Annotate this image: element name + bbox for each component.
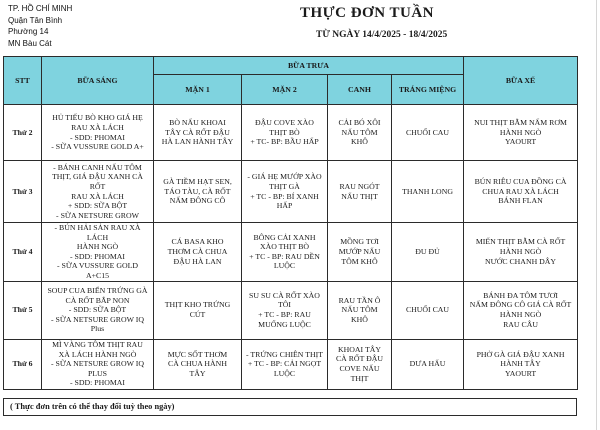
breakfast-cell <box>42 281 154 339</box>
cell-line: + TC - BP: BÍ XANH <box>250 191 319 201</box>
cell-line: NẤU TÔM <box>341 305 378 315</box>
cell-line: + SDD: SỮA BỘT <box>67 201 128 211</box>
cell-line: HẤP <box>276 201 293 211</box>
dessert-cell <box>392 281 464 339</box>
table-row <box>4 281 578 339</box>
cell-line: KHÔ <box>351 314 368 324</box>
cell-line: LUỘC <box>273 261 296 271</box>
cell-line: BÔNG CẢI XANH <box>253 232 316 242</box>
org-ward: Phường 14 <box>8 27 49 36</box>
organization-header <box>8 3 72 49</box>
cell-line: KHOAI TÂY <box>338 344 381 354</box>
cell-line: A+C15 <box>85 270 110 280</box>
cell-line: - BÁNH CANH NẤU TÔM <box>53 162 142 172</box>
cell-line: MỰC SỐT THƠM <box>167 349 228 359</box>
header-row-top <box>4 57 578 75</box>
cell-line: NUI THỊT BẰM NẤM RƠM <box>474 118 567 128</box>
cell-line: TÁO TÀU, CÀ RỐT <box>164 186 231 196</box>
cell-line: + TC - BP: RAU <box>258 310 311 320</box>
cell-line: ĐẬU HÀ LAN <box>173 256 222 266</box>
cell-line: NẤM ĐÔNG CÔ GIÁ CÀ RỐT <box>469 300 572 310</box>
canh-cell <box>328 105 392 161</box>
cell-line: LÁCH <box>86 232 109 242</box>
cell-line: CÚT <box>189 310 206 320</box>
cell-line: CÀ CHUA HÀNH <box>168 359 227 369</box>
cell-line: - SDD: SỮA BỘT <box>68 305 127 315</box>
cell-line: COVE NẤU <box>339 364 380 374</box>
cell-line: - SỮA NETSURE GROW IQ <box>51 314 144 324</box>
cell-line: YAOURT <box>504 368 537 378</box>
cell-line: CHUỐI CAU <box>405 305 450 315</box>
cell-line: XÀO THỊT BÒ <box>259 242 310 252</box>
header-canh: CANH <box>328 75 392 105</box>
cell-line: MIẾN THỊT BẰM CÀ RỐT <box>475 237 566 247</box>
cell-line: CÀ RỐT ĐẬU <box>335 354 384 364</box>
menu-note: ( Thực đơn trên có thể thay đổi tuỳ theo ngày) <box>3 398 577 416</box>
header-man1: MẶN 1 <box>154 75 242 105</box>
cell-line: - SỮA VUSSURE GOLD A+ <box>51 142 144 152</box>
cell-line: RAU TẦN Ô <box>338 295 381 305</box>
cell-line: - SDD: PHOMAI <box>69 378 126 388</box>
cell-line: NẤM ĐÔNG CÔ <box>169 196 226 206</box>
cell-line: PHỞ GÀ GIÁ ĐẬU XANH <box>476 349 565 359</box>
header-dessert: TRÁNG MIỆNG <box>392 75 464 105</box>
cell-line: RAU CÂU <box>503 319 538 329</box>
snack-cell <box>464 223 578 282</box>
day-cell: Thứ 5 <box>4 281 42 339</box>
cell-line: HÀNH TÂY <box>500 359 541 369</box>
day-cell: Thứ 4 <box>4 223 42 282</box>
cell-line: BÚN RIÊU CUA ĐỒNG CÀ <box>474 177 567 187</box>
snack-cell <box>464 281 578 339</box>
day-cell: Thứ 3 <box>4 161 42 223</box>
cell-line: XÀ LÁCH HÀNH NGÒ <box>58 349 137 359</box>
header-man2: MẶN 2 <box>242 75 328 105</box>
org-city: TP. HỒ CHÍ MINH <box>8 4 73 13</box>
cell-line: THỊT KHO TRỨNG <box>164 300 231 310</box>
cell-line: CÀ RỐT BẮP NON <box>65 295 130 305</box>
header-stt: STT <box>4 57 42 105</box>
cell-line: - SDD: PHOMAI <box>69 132 126 142</box>
man1-cell <box>154 161 242 223</box>
cell-line: CÁ BASA KHO <box>171 237 224 247</box>
cell-line: HÀ LAN HÀNH TÂY <box>161 137 234 147</box>
cell-line: - SỮA NETSURE GROW <box>56 210 139 220</box>
cell-line: Plus <box>90 324 105 334</box>
man2-cell <box>242 105 328 161</box>
cell-line: YAOURT <box>504 137 537 147</box>
man2-cell <box>242 339 328 389</box>
cell-line: THƠM CÀ CHUA <box>167 246 228 256</box>
cell-line: NƯỚC CHANH DÂY <box>485 256 557 266</box>
cell-line: THỊT, GIÁ ĐẬU XANH CÀ <box>51 172 144 182</box>
cell-line: HÀNH NGÒ <box>499 127 542 137</box>
cell-line: HỦ TIẾU BÒ KHO GIÁ HẸ <box>52 113 143 123</box>
man1-cell <box>154 281 242 339</box>
breakfast-cell <box>42 105 154 161</box>
cell-line: - SỮA NETSURE GROW IQ <box>51 359 144 369</box>
menu-body <box>4 105 578 390</box>
man2-cell <box>242 281 328 339</box>
day-cell: Thứ 6 <box>4 339 42 389</box>
canh-cell <box>328 161 392 223</box>
table-row <box>4 161 578 223</box>
table-row <box>4 339 578 389</box>
man2-cell <box>242 161 328 223</box>
cell-line: THỊT <box>350 373 369 383</box>
cell-line: HÀNH NGÒ <box>499 310 542 320</box>
date-range: TỪ NGÀY 14/4/2025 - 18/4/2025 <box>316 30 448 40</box>
cell-line: RAU XÀ LÁCH <box>71 122 124 132</box>
cell-line: RỐT <box>89 181 106 191</box>
man1-cell <box>154 339 242 389</box>
cell-line: BÒ NẤU KHOAI <box>169 118 226 128</box>
cell-line: BÁNH FLAN <box>498 196 543 206</box>
cell-line: RAU XÀ LÁCH <box>71 191 124 201</box>
day-cell: Thứ 2 <box>4 105 42 161</box>
page-title: THỰC ĐƠN TUẦN <box>300 5 435 21</box>
snack-cell <box>464 161 578 223</box>
cell-line: PLUS <box>87 368 108 378</box>
snack-cell <box>464 105 578 161</box>
cell-line: LUỘC <box>273 368 296 378</box>
sheet-gridline <box>596 0 597 430</box>
canh-cell <box>328 281 392 339</box>
header-lunch: BỮA TRƯA <box>154 57 464 75</box>
cell-line: TÂY <box>189 368 206 378</box>
man1-cell <box>154 105 242 161</box>
cell-line: MUỐNG LUỘC <box>258 319 311 329</box>
cell-line: KHÔ <box>351 137 368 147</box>
dessert-cell <box>392 339 464 389</box>
cell-line: THỊT GÀ <box>269 181 300 191</box>
man2-cell <box>242 223 328 282</box>
cell-line: CHUA RAU XÀ LÁCH <box>482 186 559 196</box>
cell-line: NẤU TÔM <box>341 127 378 137</box>
cell-line: - SDD: PHOMAI <box>69 251 126 261</box>
cell-line: MƯỚP NẤU <box>338 246 381 256</box>
weekly-menu-table <box>3 56 578 390</box>
snack-cell <box>464 339 578 389</box>
cell-line: HÀNH NGÒ <box>499 246 542 256</box>
org-district: Quận Tân Bình <box>8 15 63 25</box>
cell-line: ĐẬU COVE XÀO <box>255 118 314 128</box>
cell-line: HÀNH NGÒ <box>76 242 119 252</box>
header-breakfast: BỮA SÁNG <box>42 57 154 105</box>
cell-line: DƯA HẤU <box>409 359 446 369</box>
header-snack: BỮA XẾ <box>464 57 578 105</box>
cell-line: - BÚN HẢI SẢN RAU XÀ <box>54 223 141 232</box>
canh-cell <box>328 223 392 282</box>
cell-line: TÔM KHÔ <box>341 256 378 266</box>
cell-line: NẤU THỊT <box>341 191 378 201</box>
cell-line: - SỮA VUSSURE GOLD <box>56 261 139 271</box>
man1-cell <box>154 223 242 282</box>
org-school: MN Bàu Cát <box>8 38 52 48</box>
dessert-cell <box>392 223 464 282</box>
cell-line: + TC - BP: CẢI NGỌT <box>247 359 322 369</box>
cell-line: RAU NGÓT <box>339 181 380 191</box>
cell-line: MÌ VÀNG TÔM THỊT RAU <box>52 340 143 350</box>
breakfast-cell <box>42 223 154 282</box>
cell-line: TÔI <box>278 300 291 310</box>
cell-line: ĐU ĐỦ <box>415 246 440 256</box>
canh-cell <box>328 339 392 389</box>
breakfast-cell <box>42 161 154 223</box>
cell-line: SU SU CÀ RỐT XÀO <box>249 290 320 300</box>
cell-line: CẢI BÓ XÔI <box>338 118 381 128</box>
table-row <box>4 105 578 161</box>
cell-line: + TC- BP: BẦU HẤP <box>250 137 319 147</box>
cell-line: GÀ TIỀM HẠT SEN, <box>163 177 232 187</box>
cell-line: + TC - BP: RAU DỀN <box>249 251 320 261</box>
cell-line: BÁNH ĐA TÔM TƯƠI <box>483 290 558 300</box>
cell-line: TÂY CÀ RỐT ĐẬU <box>165 127 230 137</box>
dessert-cell <box>392 105 464 161</box>
cell-line: SOUP CUA BIỂN TRỨNG GÀ <box>47 286 148 296</box>
dessert-cell <box>392 161 464 223</box>
cell-line: - GIÁ HẸ MƯỚP XÀO <box>247 172 322 182</box>
cell-line: THANH LONG <box>402 186 453 196</box>
table-row <box>4 223 578 282</box>
cell-line: - TRỨNG CHIÊN THỊT <box>245 349 323 359</box>
cell-line: THỊT BÒ <box>269 127 300 137</box>
cell-line: CHUỐI CAU <box>405 127 450 137</box>
cell-line: MỒNG TƠI <box>340 237 379 247</box>
breakfast-cell <box>42 339 154 389</box>
